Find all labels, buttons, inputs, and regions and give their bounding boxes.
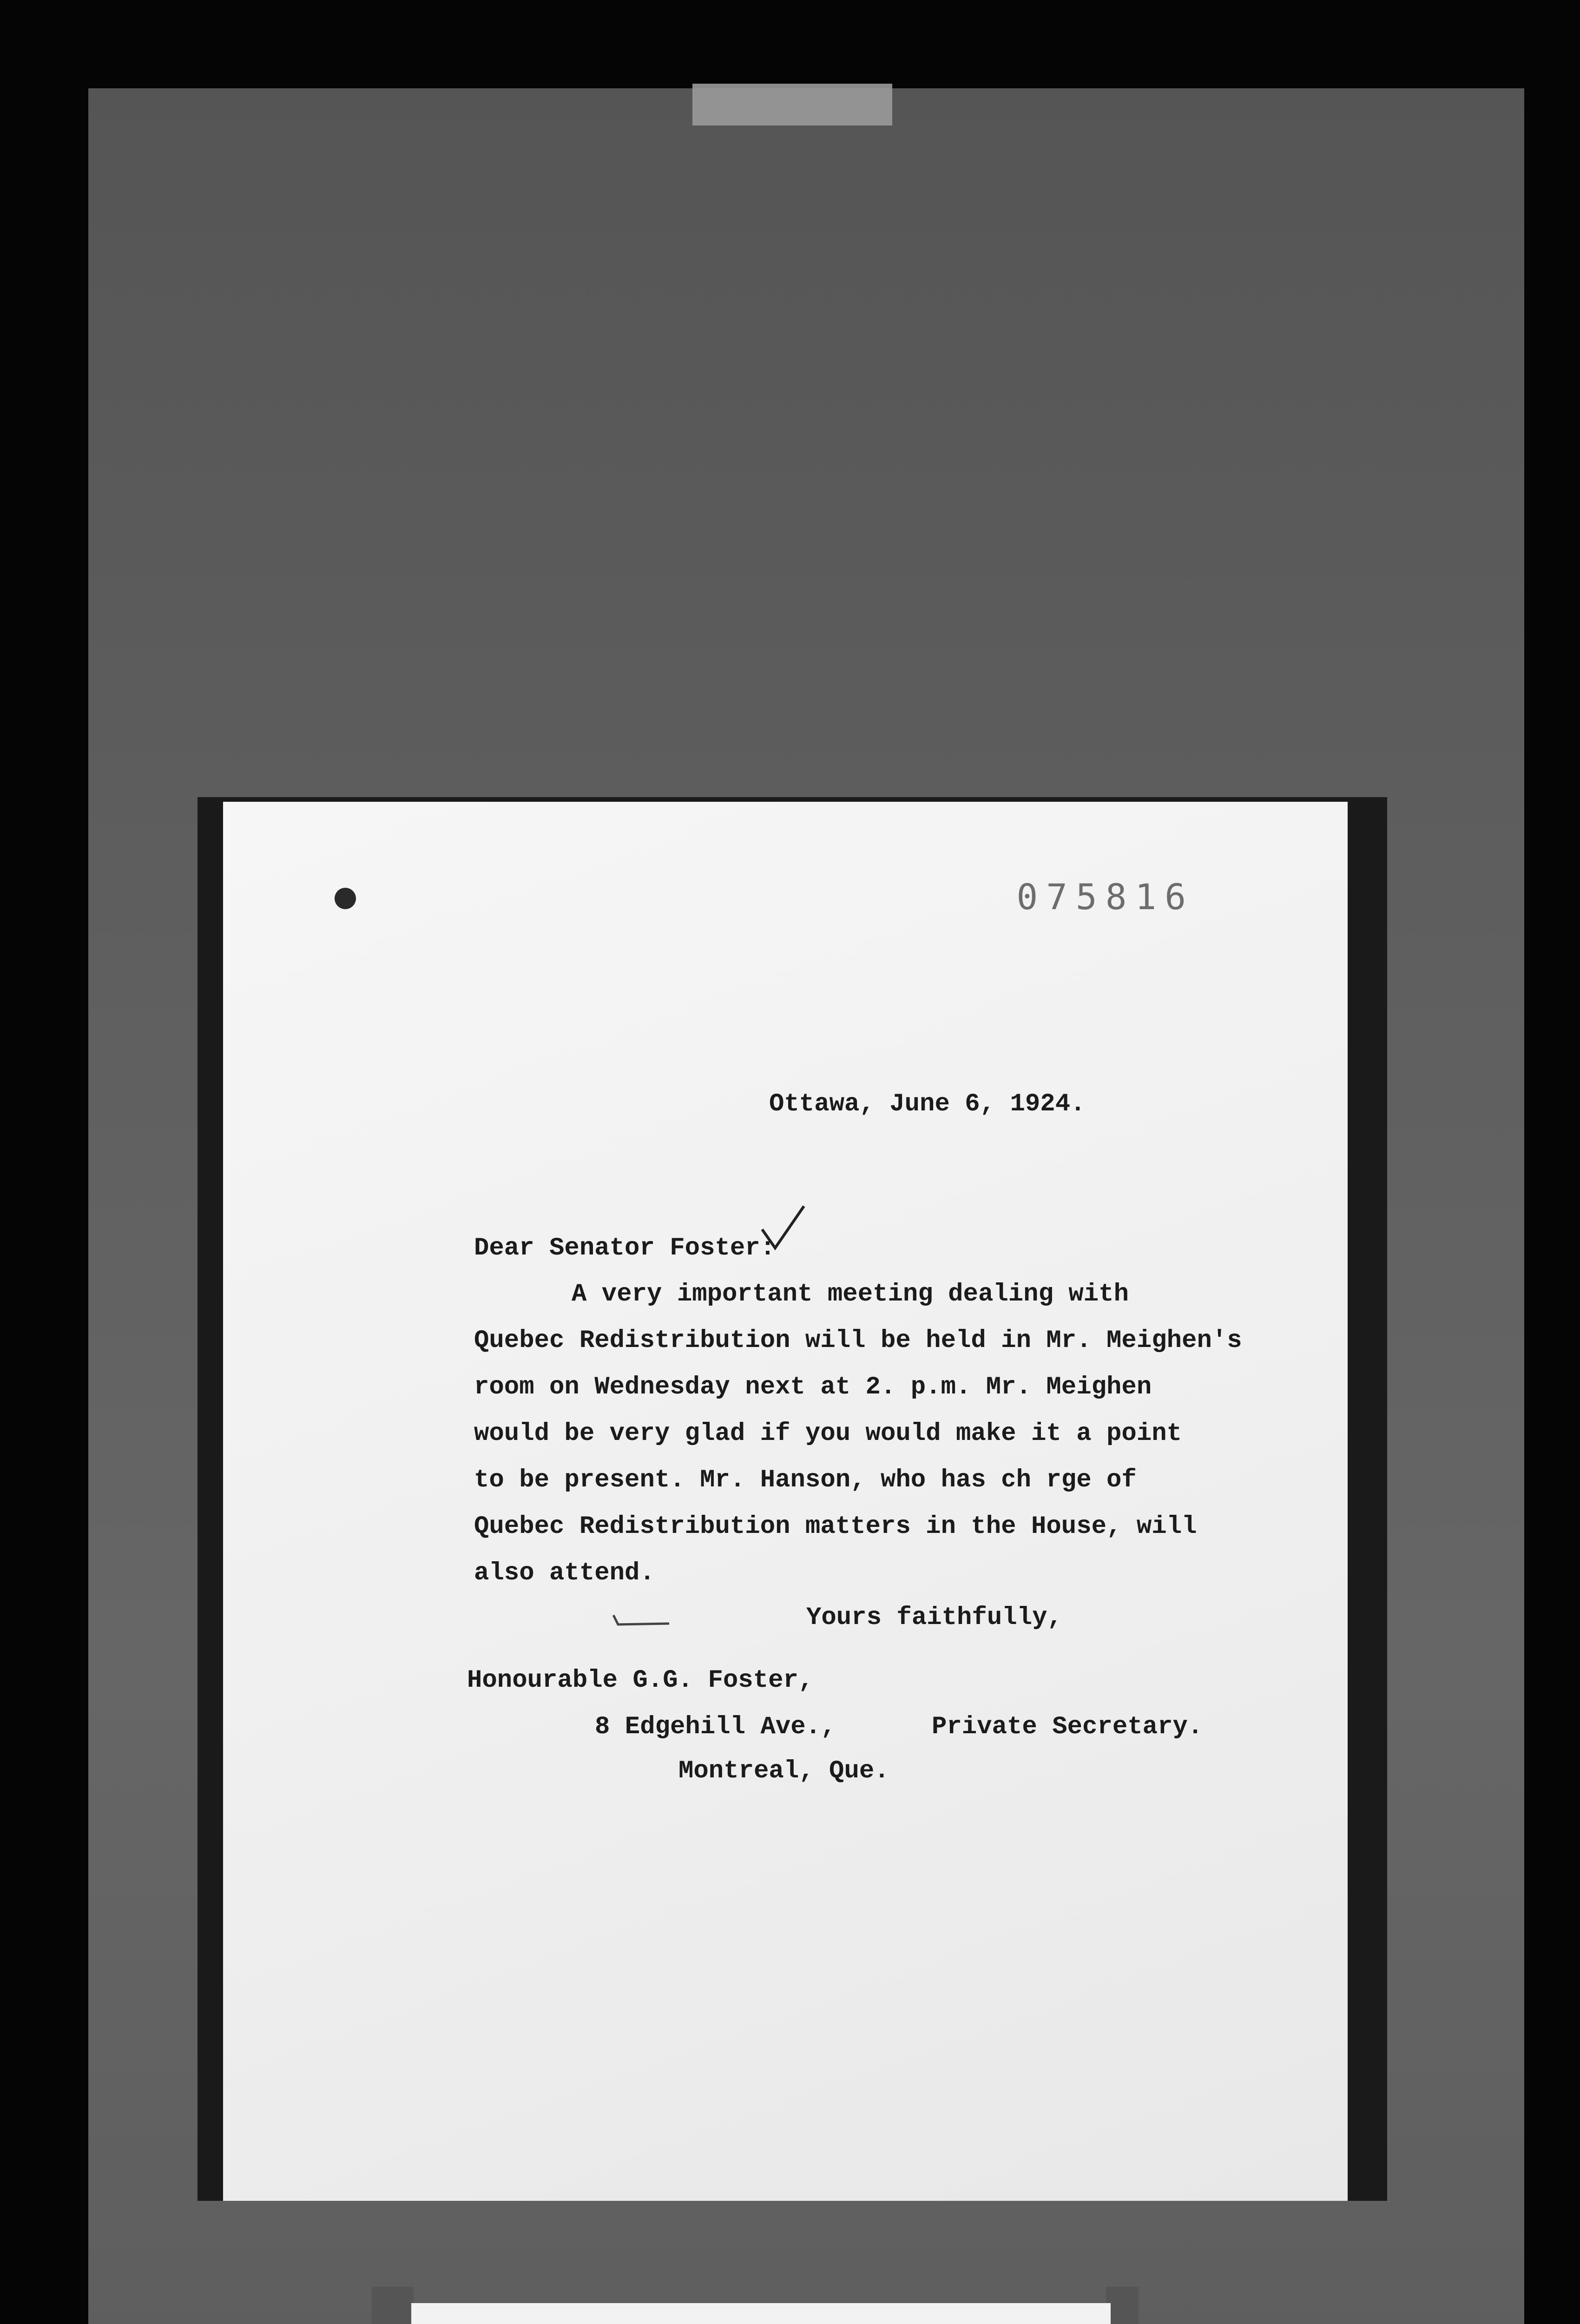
letter-signature-title: Private Secretary.: [932, 1713, 1203, 1741]
letter-addressee: Honourable G.G. Foster,: [467, 1666, 814, 1695]
letter-body: [474, 1271, 1245, 1597]
label-tab: [372, 2287, 414, 2324]
tick-icon: [609, 1611, 674, 1629]
tape-strip: [692, 84, 892, 125]
letter-dateline: Ottawa, June 6, 1924.: [769, 1090, 1086, 1118]
body-line: also attend.: [474, 1559, 655, 1587]
label-tab: [1106, 2287, 1139, 2324]
letter-address-city: Montreal, Que.: [678, 1757, 889, 1785]
body-line: Quebec Redistribution will be held in Mr. Meighen's: [474, 1327, 1242, 1355]
body-line: room on Wednesday next at 2. p.m. Mr. Meighen: [474, 1373, 1152, 1401]
body-line: Quebec Redistribution matters in the House, will: [474, 1512, 1197, 1541]
letter-salutation: Dear Senator Foster:: [474, 1234, 776, 1262]
punch-hole-icon: [335, 888, 356, 909]
checkmark-icon: [757, 1202, 809, 1253]
body-line: A very important meeting dealing with: [572, 1280, 1129, 1308]
body-line: would be very glad if you would make it a point: [474, 1419, 1182, 1448]
series-label: [411, 2303, 1111, 2324]
body-line: to be present. Mr. Hanson, who has ch rge of: [474, 1466, 1137, 1494]
letter-closing: Yours faithfully,: [806, 1604, 1062, 1632]
archive-stamp-number: 075816: [1016, 876, 1194, 918]
typed-letter: [223, 802, 1348, 2201]
letter-address-street: 8 Edgehill Ave.,: [595, 1713, 836, 1741]
